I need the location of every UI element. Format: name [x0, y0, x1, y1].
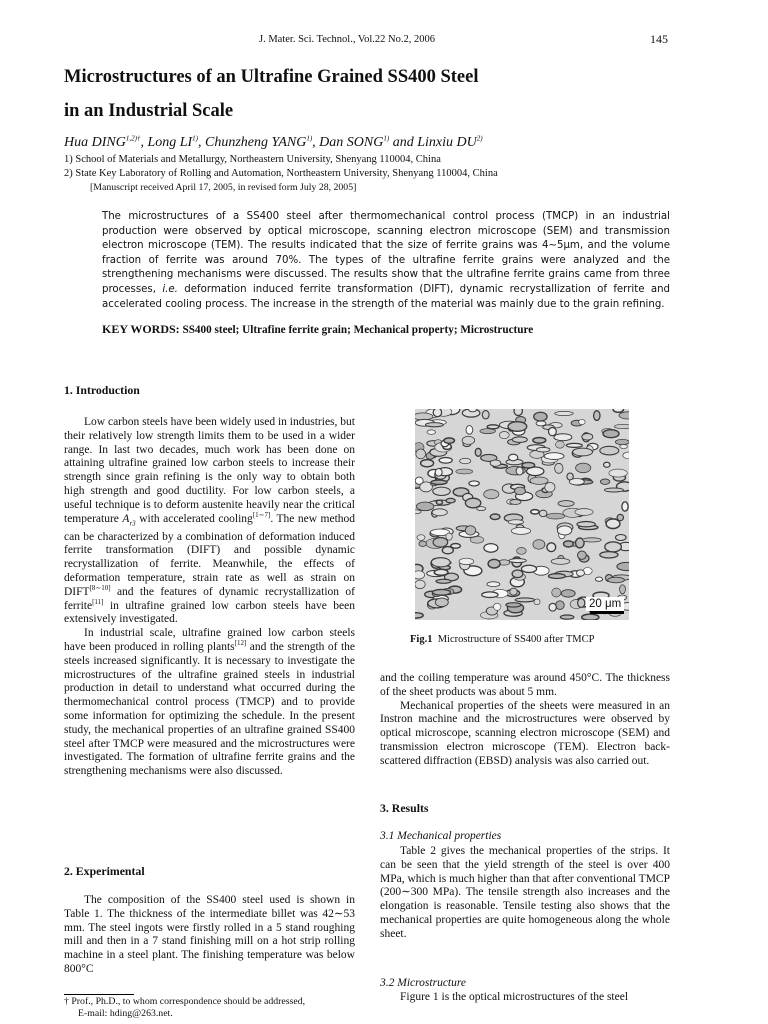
results-paragraph-2: Figure 1 is the optical microstructures of the steel [400, 991, 629, 1003]
footnote-line-1: † Prof., Ph.D., to whom correspondence should be addressed, [64, 996, 306, 1007]
subsection-heading-mechanical: 3.1 Mechanical properties [380, 830, 502, 842]
author-affiliation-mark: 1) [192, 134, 199, 143]
scale-bar [590, 611, 624, 614]
affiliation-2: 2) State Key Laboratory of Rolling and Automation, Northeastern University, Shenyang 110004, China [64, 168, 498, 179]
experimental-body [64, 894, 355, 977]
micrograph-figure [415, 409, 629, 620]
section-heading-experimental: 2. Experimental [64, 864, 145, 878]
introduction-body [64, 416, 355, 779]
page-number: 145 [650, 32, 668, 46]
footnote [64, 996, 305, 1020]
abstract-text-cont: deformation induced ferrite transformation (DIFT), dynamic recrystallization of ferrite and accelerated cooling process. The increase in the strength of the material was mainly due to the grain refining. [102, 283, 670, 310]
author-affiliation-mark: 2) [476, 134, 483, 143]
affiliation-1: 1) School of Materials and Metallurgy, Northeastern University, Shenyang 110004, China [64, 154, 441, 165]
author-name: Hua DING [64, 135, 126, 150]
section-heading-results: 3. Results [380, 801, 429, 815]
keywords-text: SS400 steel; Ultrafine ferrite grain; Mechanical property; Microstructure [182, 324, 534, 336]
paper-title-line-1: Microstructures of an Ultrafine Grained SS400 Steel [64, 67, 479, 87]
intro-paragraph-1: Low carbon steels have been widely used in industries, but their relatively low strength limits them to be used in a wider range. In last two decades, much work has been done on attaining ultrafine grained low carbon steels to increase their strength since grain refining is the only way to obtain both high strength and good ductility. For low carbon steels, a useful technique is to deform austenite heavily near the critical temperature $A_{r3}$ with accelerated cooling[1∼7]. The new method can be characterized by a combination of deformation induced ferrite transformation (DIFT) and possible dynamic recrystallization of ferrite. Meanwhile, the effects of deformation temperature, strain rate as well as strain on DIFT[8∼10] and the features of dynamic recrystallization of ferrite[11] in ultrafine grained low carbon steels have been extensively investigated. [64, 416, 356, 626]
mechanical-properties-body [380, 845, 670, 942]
keywords [102, 322, 533, 337]
abstract-text: The microstructures of a SS400 steel after thermomechanical control process (TMCP) in an industrial production were observed by optical microscope, scanning electron microscope (SEM) and transmission electron microscope (TEM). The results indicated that the size of ferrite grains was 4∼5μm, and the volume fraction of ferrite was around 70%. The types of the ultrafine ferrite grains were analyzed and the strengthening mechanisms were discussed. The results show that the ultrafine ferrite grains came from three processes, [102, 211, 670, 295]
citation: [11] [92, 597, 104, 606]
right-column-body [380, 672, 670, 769]
experimental-paragraph-1: The composition of the SS400 steel used is shown in Table 1. The thickness of the intermediate billet was 42∼53 mm. The steel ingots were firstly rolled in a 5 stand roughing mill and then in a 7 stand finishing mill on a hot strip rolling machine in a steel plant. The finishing temperature was below 800°C [64, 894, 355, 975]
abstract-ie: i.e. [162, 283, 178, 295]
author-affiliation-mark: 1) [306, 134, 313, 143]
author-name: Linxiu DU [417, 135, 477, 150]
experimental-paragraph-2: Mechanical properties of the sheets were measured in an Instron machine and the microstructures were observed by optical microscope, scanning electron microscope (SEM) and transmission electron microscope (TEM). Electron back-scattered diffraction (EBSD) analysis was also carried out. [380, 699, 670, 767]
abstract [102, 210, 670, 312]
footnote-rule [64, 994, 134, 995]
intro-paragraph-2: In industrial scale, ultrafine grained low carbon steels have been produced in rolling plants[12] and the strength of the steels increased significantly. It is necessary to investigate the microstructures of the ultrafine grained steels in industrial production in detail to understand what occurred during the thermomechanical control process (TMCP) and to provide some information for optimizing the schedule. In the present study, the mechanical properties of an ultrafine grained SS400 steel after TMCP were measured and the microstructures were investigated. The formation of ultrafine ferrite grains and the strengthening mechanisms were also discussed. [64, 627, 355, 778]
footnote-email: E-mail: hding@263.net. [78, 1008, 173, 1019]
keywords-label: KEY WORDS: [102, 322, 180, 336]
running-header: J. Mater. Sci. Technol., Vol.22 No.2, 2006 [259, 34, 436, 45]
microstructure-body [380, 991, 670, 1005]
figure-caption [410, 634, 594, 645]
author-name: Dan SONG [319, 135, 384, 150]
author-list: Hua $DING^{1,2)\dagger}$, Long LI$^{1)}$, Chunzheng YANG$^{1)}$, Dan SONG$^{1)}$ and Linxiu DU$^{2)}$ [64, 134, 483, 150]
manuscript-dates: [Manuscript received April 17, 2005, in revised form July 28, 2005] [90, 182, 357, 193]
citation: [1∼7] [252, 510, 271, 519]
author-affiliation-mark: 1) [383, 134, 390, 143]
results-paragraph-1: Table 2 gives the mechanical properties of the strips. It can be seen that the yield strength of the steel is over 400 MPa, which is much higher than that after conventional TMCP (200∼300 MPa). The tensile strength also increases and the elongation is reasonable. Tensile testing also shows that the mechanical properties are quite homogeneous along the whole sheet. [380, 845, 670, 940]
section-heading-introduction: 1. Introduction [64, 383, 140, 397]
paper-title-line-2: in an Industrial Scale [64, 101, 234, 121]
scale-bar-label: 20 μm [586, 597, 624, 611]
citation: [8∼10] [89, 584, 111, 593]
author-affiliation-mark: 1,2)† [125, 134, 141, 143]
citation: [12] [234, 639, 247, 648]
figure-caption-label: Fig.1 [410, 634, 433, 645]
micrograph-image [415, 409, 629, 620]
experimental-paragraph-cont: and the coiling temperature was around 450°C. The thickness of the sheet products was about 5 mm. [380, 672, 670, 698]
subsection-heading-microstructure: 3.2 Microstructure [380, 977, 467, 989]
author-name: Long LI [147, 135, 193, 150]
author-name: Chunzheng YANG [205, 135, 307, 150]
figure-caption-text: Microstructure of SS400 after TMCP [437, 634, 595, 645]
